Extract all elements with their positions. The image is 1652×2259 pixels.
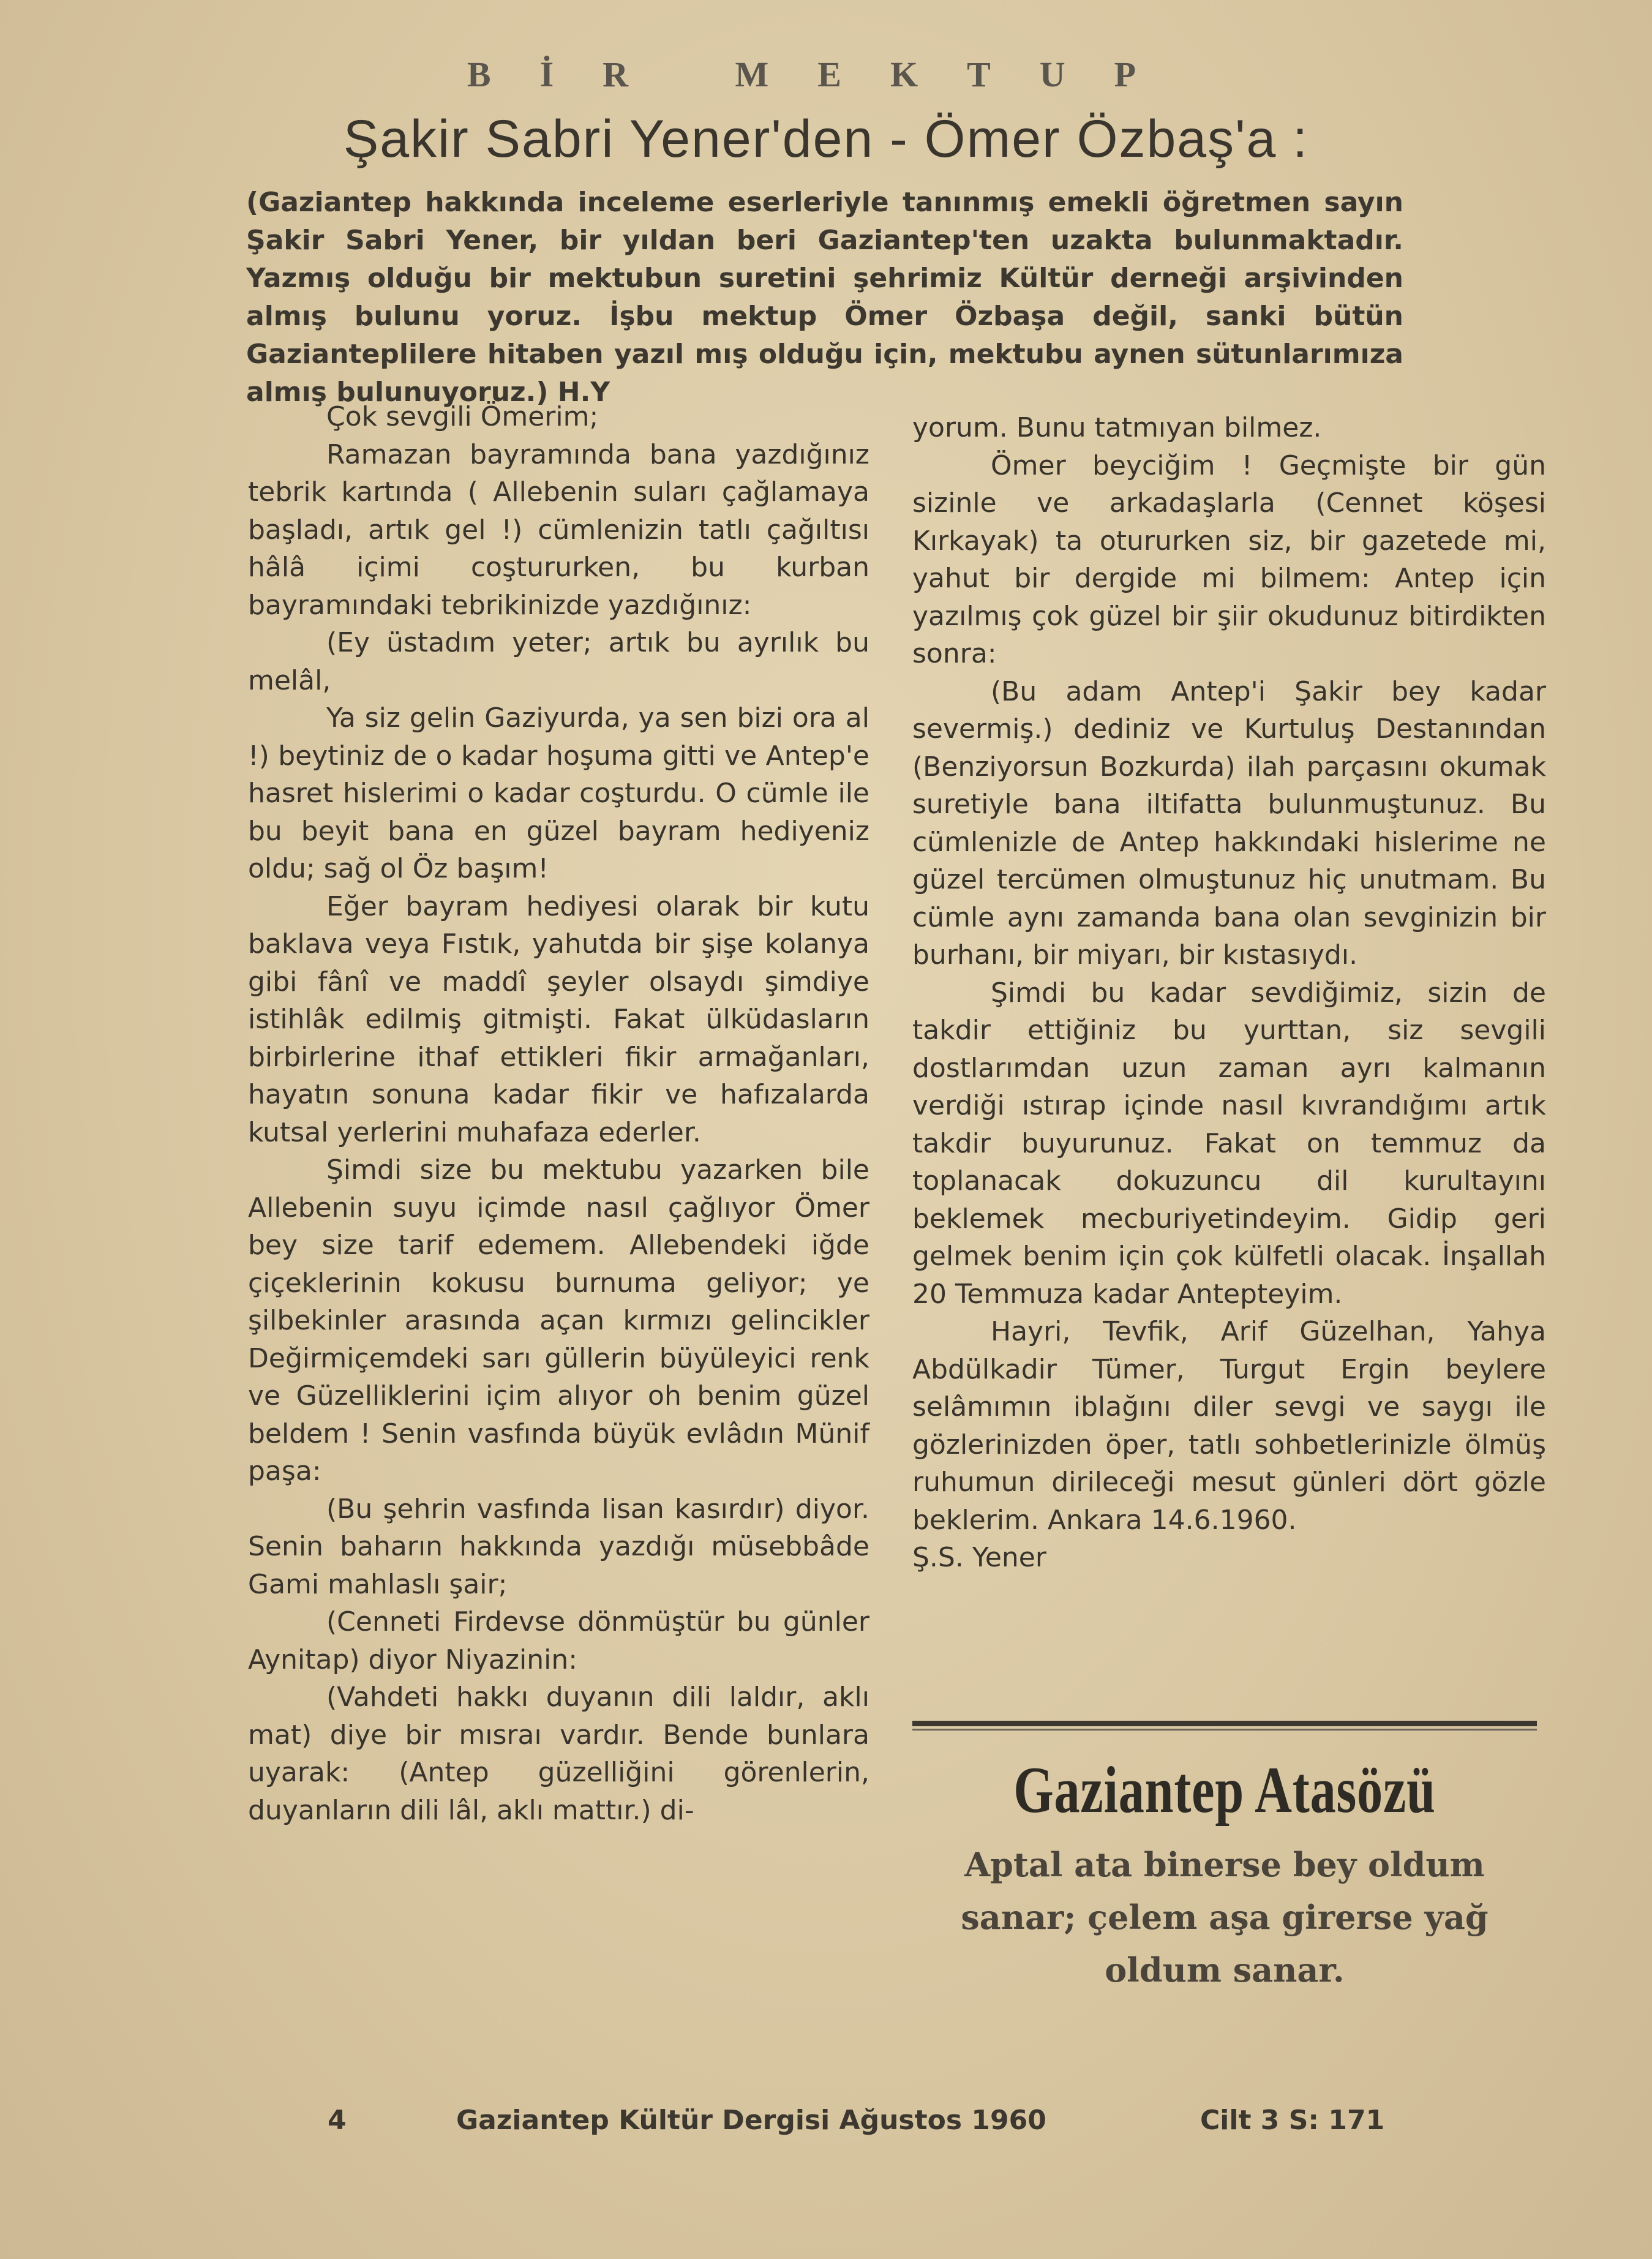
section-divider-thin bbox=[912, 1729, 1537, 1731]
letter-paragraph: (Bu şehrin vasfında lisan kasırdır) diyor. Senin baharın hakkında yazdığı müsebbâde Gami mahlaslı şair; bbox=[248, 1493, 869, 1600]
letter-paragraph: (Vahdeti hakkı duyanın dili laldır, aklı mat) diye bir mısraı vardır. Bende bunlara uyarak: (Antep güzelliğini görenlerin, duyanların dili lâl, aklı mattır.) di- bbox=[248, 1682, 869, 1826]
proverb-text: Aptal ata binerse bey oldum sanar; çelem aşa girerse yağ oldum sanar. bbox=[961, 1845, 1489, 1990]
letter-left-column bbox=[248, 398, 869, 1829]
volume-number: Cilt 3 S: 171 bbox=[1200, 2105, 1385, 2136]
letter-paragraph: Ya siz gelin Gaziyurda, ya sen bizi ora al !) beytiniz de o kadar hoşuma gitti ve Antep'e hasret hislerimi o kadar coşturdu. O cümle ile bu beyit bana en güzel bayram hediyeniz oldu; sağ ol Öz başım! bbox=[248, 702, 869, 884]
letter-paragraph: Eğer bayram hediyesi olarak bir kutu baklava veya Fıstık, yahutda bir şişe kolanya gibi fânî ve maddî şeyler olsaydı şimdiye istihlâk edilmiş gitmişti. Fakat ülküdasların birbirlerine ithaf ettikleri fikir armağanları, hayatın sonuna kadar fikir ve hafızalarda kutsal yerlerini muhafaza ederler. bbox=[248, 890, 869, 1148]
letter-right-column bbox=[912, 409, 1546, 1577]
letter-paragraph: (Bu adam Antep'i Şakir bey kadar severmiş.) dediniz ve Kurtuluş Destanından (Benziyorsun Bozkurda) ilah parçasını okumak suretiyle bana iltifatta bulunmuştunuz. Bu cümlenizle de Antep hakkındaki hislerime ne güzel tercümen olmuştunuz hiç unutmam. Bu cümle aynı zamanda bana olan sevginizin bir burhanı, bir miyarı, bir kıstasıydı. bbox=[912, 675, 1546, 971]
letter-paragraph: Şimdi size bu mektubu yazarken bile Allebenin suyu içimde nasıl çağlıyor Ömer bey size tarif edemem. Allebendeki iğde çiçeklerinin kokusu burnuma geliyor; ye şilbekinler arasında açan kırmızı gelincikler Değirmiçemdeki sarı güllerin büyüleyici renk ve Güzelliklerini içim alıyor oh benim güzel beldem ! Senin vasfında büyük evlâdın Münif paşa: bbox=[248, 1154, 869, 1487]
letter-paragraph: Şimdi bu kadar sevdiğimiz, sizin de takdir ettiğiniz bu yurttan, siz sevgili dostlarımdan uzun zaman ayrı kalmanın verdiği ıstırap içinde nasıl kıvrandığımı artık takdir buyurunuz. Fakat on temmuz da toplanacak dokuzuncu dil kurultayını beklemek mecburiyetindeyim. Gidip geri gelmek benim için çok külfetli olacak. İnşallah 20 Temmuza kadar Antepteyim. bbox=[912, 977, 1546, 1310]
section-divider bbox=[912, 1721, 1537, 1726]
article-title: Şakir Sabri Yener'den - Ömer Özbaş'a : bbox=[343, 110, 1309, 168]
proverb-title: Gaziantep Atasözü bbox=[1013, 1754, 1436, 1827]
page-number: 4 bbox=[328, 2105, 347, 2136]
magazine-issue: Gaziantep Kültür Dergisi Ağustos 1960 bbox=[456, 2105, 1046, 2136]
letter-paragraph: Ramazan bayramında bana yazdığınız tebrik kartında ( Allebenin suları çağlamaya başladı, artık gel !) cümlenizin tatlı çağıltısı hâlâ içimi coştururken, bu kurban bayramındaki tebrikinizde yazdığınız: bbox=[248, 438, 869, 621]
letter-paragraph: (Ey üstadım yeter; artık bu ayrılık bu melâl, bbox=[248, 627, 869, 696]
letter-paragraph: (Cenneti Firdevse dönmüştür bu günler Aynitap) diyor Niyazinin: bbox=[248, 1606, 869, 1675]
letter-paragraph: yorum. Bunu tatmıyan bilmez. bbox=[912, 412, 1322, 443]
letter-salutation: Çok sevgili Ömerim; bbox=[326, 401, 599, 432]
letter-paragraph: Hayri, Tevfik, Arif Güzelhan, Yahya Abdülkadir Tümer, Turgut Ergin beylere selâmımın iblağını diler sevgi ve saygı ile gözlerinizden öper, tatlı sohbetlerinizle ölmüş ruhumun dirileceği mesut günleri dört gözle beklerim. Ankara 14.6.1960. bbox=[912, 1316, 1546, 1536]
editor-intro: (Gaziantep hakkında inceleme eserleriyle tanınmış emekli öğretmen sayın Şakir Sabri Yener, bir yıldan beri Gaziantep'ten uzakta bulunmaktadır. Yazmış olduğu bir mektubun suretini şehrimiz Kültür derneği arşivinden almış bulunu yoruz. İşbu mektup Ömer Özbaşa değil, sanki bütün Gazianteplilere hitaben yazıl mış olduğu için, mektubu aynen sütunlarımıza almış bulunuyoruz.) H.Y bbox=[246, 187, 1403, 408]
article-kicker: BİR MEKTUP bbox=[467, 55, 1185, 94]
letter-signature: Ş.S. Yener bbox=[912, 1542, 1046, 1573]
letter-paragraph: Ömer beyciğim ! Geçmişte bir gün sizinle ve arkadaşlarla (Cennet köşesi Kırkayak) ta otururken siz, bir gazetede mi, yahut bir dergide mi bilmem: Antep için yazılmış çok güzel bir şiir okudunuz bitirdikten sonra: bbox=[912, 449, 1546, 669]
